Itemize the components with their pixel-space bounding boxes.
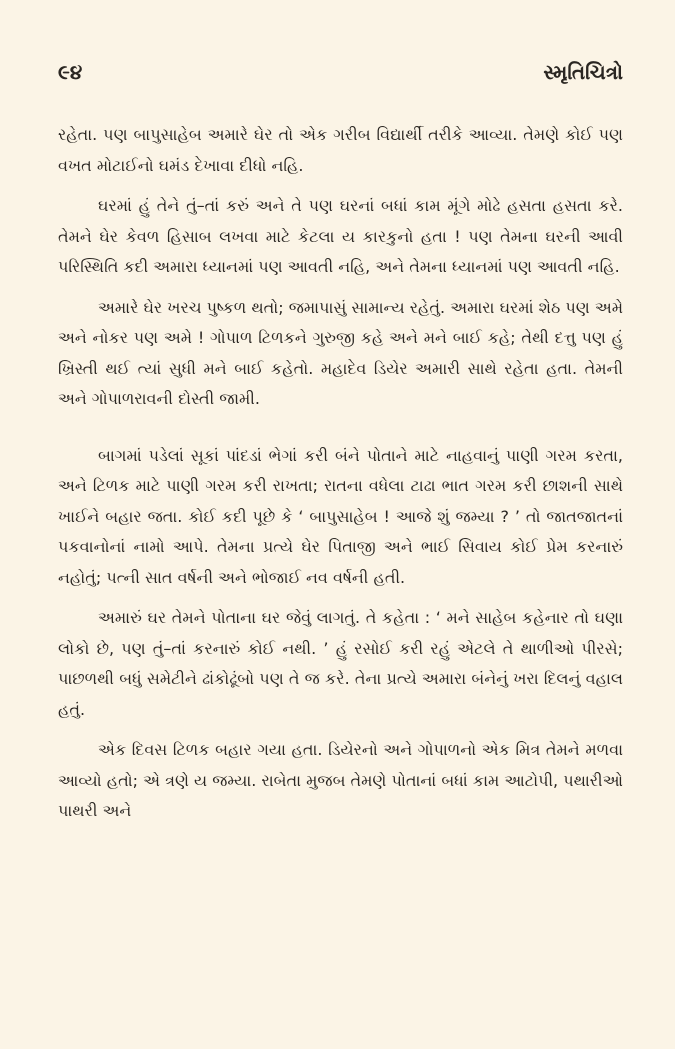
paragraph: બાગમાં પડેલાં સૂકાં પાંદડાં ભેગાં કરી બંને પોતાને માટે નાહવાનું પાણી ગરમ કરતા, અને ટિળક માટે પાણી ગરમ કરી રાખતા; રાતના વધેલા ટાઢા ભાત ગરમ કરી છાશની સાથે ખાઈને બહાર જતા. કોઈ કદી પૂછે કે ‘ બાપુસાહેબ ! આજે શું જમ્યા ? ’ તો જાતજાતનાં પકવાનોનાં નામો આપે. તેમના પ્રત્યે ઘેર પિતાજી અને ભાઈ સિવાય કોઈ પ્રેમ કરનારું નહોતું; પત્ની સાત વર્ષની અને ભોજાઈ નવ વર્ષની હતી.	[58, 445, 623, 587]
running-header	[58, 60, 623, 98]
paragraph: અમારે ઘેર ખરચ પુષ્કળ થતો; જમાપાસું સામાન્ય રહેતું. અમારા ઘરમાં શેઠ પણ અમે અને નોકર પણ અમે ! ગોપાળ ટિળકને ગુરુજી કહે અને મને બાઈ કહે; તેથી દત્તુ પણ હું ખ્રિસ્તી થઈ ત્યાં સુધી મને બાઈ કહેતો. મહાદેવ ડિયેર અમારી સાથે રહેતા હતા. તેમની અને ગોપાળરાવની દોસ્તી જામી.	[58, 297, 623, 408]
paragraph-continuation: રહેતા. પણ બાપુસાહેબ અમારે ઘેર તો એક ગરીબ વિદ્યાર્થી તરીકે આવ્યા. તેમણે કોઈ પણ વખત મોટાઈનો ઘમંડ દેખાવા દીધો નહિ.	[58, 125, 623, 175]
book-title: સ્મૃતિચિત્રો	[543, 60, 623, 84]
text-body	[58, 120, 623, 827]
paragraph: અમારું ઘર તેમને પોતાના ઘર જેવું લાગતું. તે કહેતા : ‘ મને સાહેબ કહેનાર તો ઘણા લોકો છે, પણ તું–તાં કરનારું કોઈ નથી. ’ હું રસોઈ કરી રહું એટલે તે થાળીઓ પીરસે; પાછળથી બધું સમેટીને ઢાંકોઢૂંબો પણ તે જ કરે. તેના પ્રત્યે અમારા બંનેનું ખરા દિલનું વહાલ હતું.	[58, 608, 623, 719]
paragraph: એક દિવસ ટિળક બહાર ગયા હતા. ડિયેરનો અને ગોપાળનો એક મિત્ર તેમને મળવા આવ્યો હતો; એ ત્રણે ય જમ્યા. રાબેતા મુજબ તેમણે પોતાનાં બધાં કામ આટોપી, પથારીઓ પાથરી અને	[58, 740, 623, 820]
paragraph: ઘરમાં હું તેને તું–તાં કરું અને તે પણ ઘરનાં બધાં કામ મૂંગે મોઢે હસતા હસતા કરે. તેમને ઘેર કેવળ હિસાબ લખવા માટે કેટલા ય કારકુનો હતા ! પણ તેમના ઘરની આવી પરિસ્થિતિ કદી અમારા ધ્યાનમાં પણ આવતી નહિ, અને તેમના ધ્યાનમાં પણ આવતી નહિ.	[58, 196, 623, 276]
page-number: ૯૪	[58, 60, 83, 84]
